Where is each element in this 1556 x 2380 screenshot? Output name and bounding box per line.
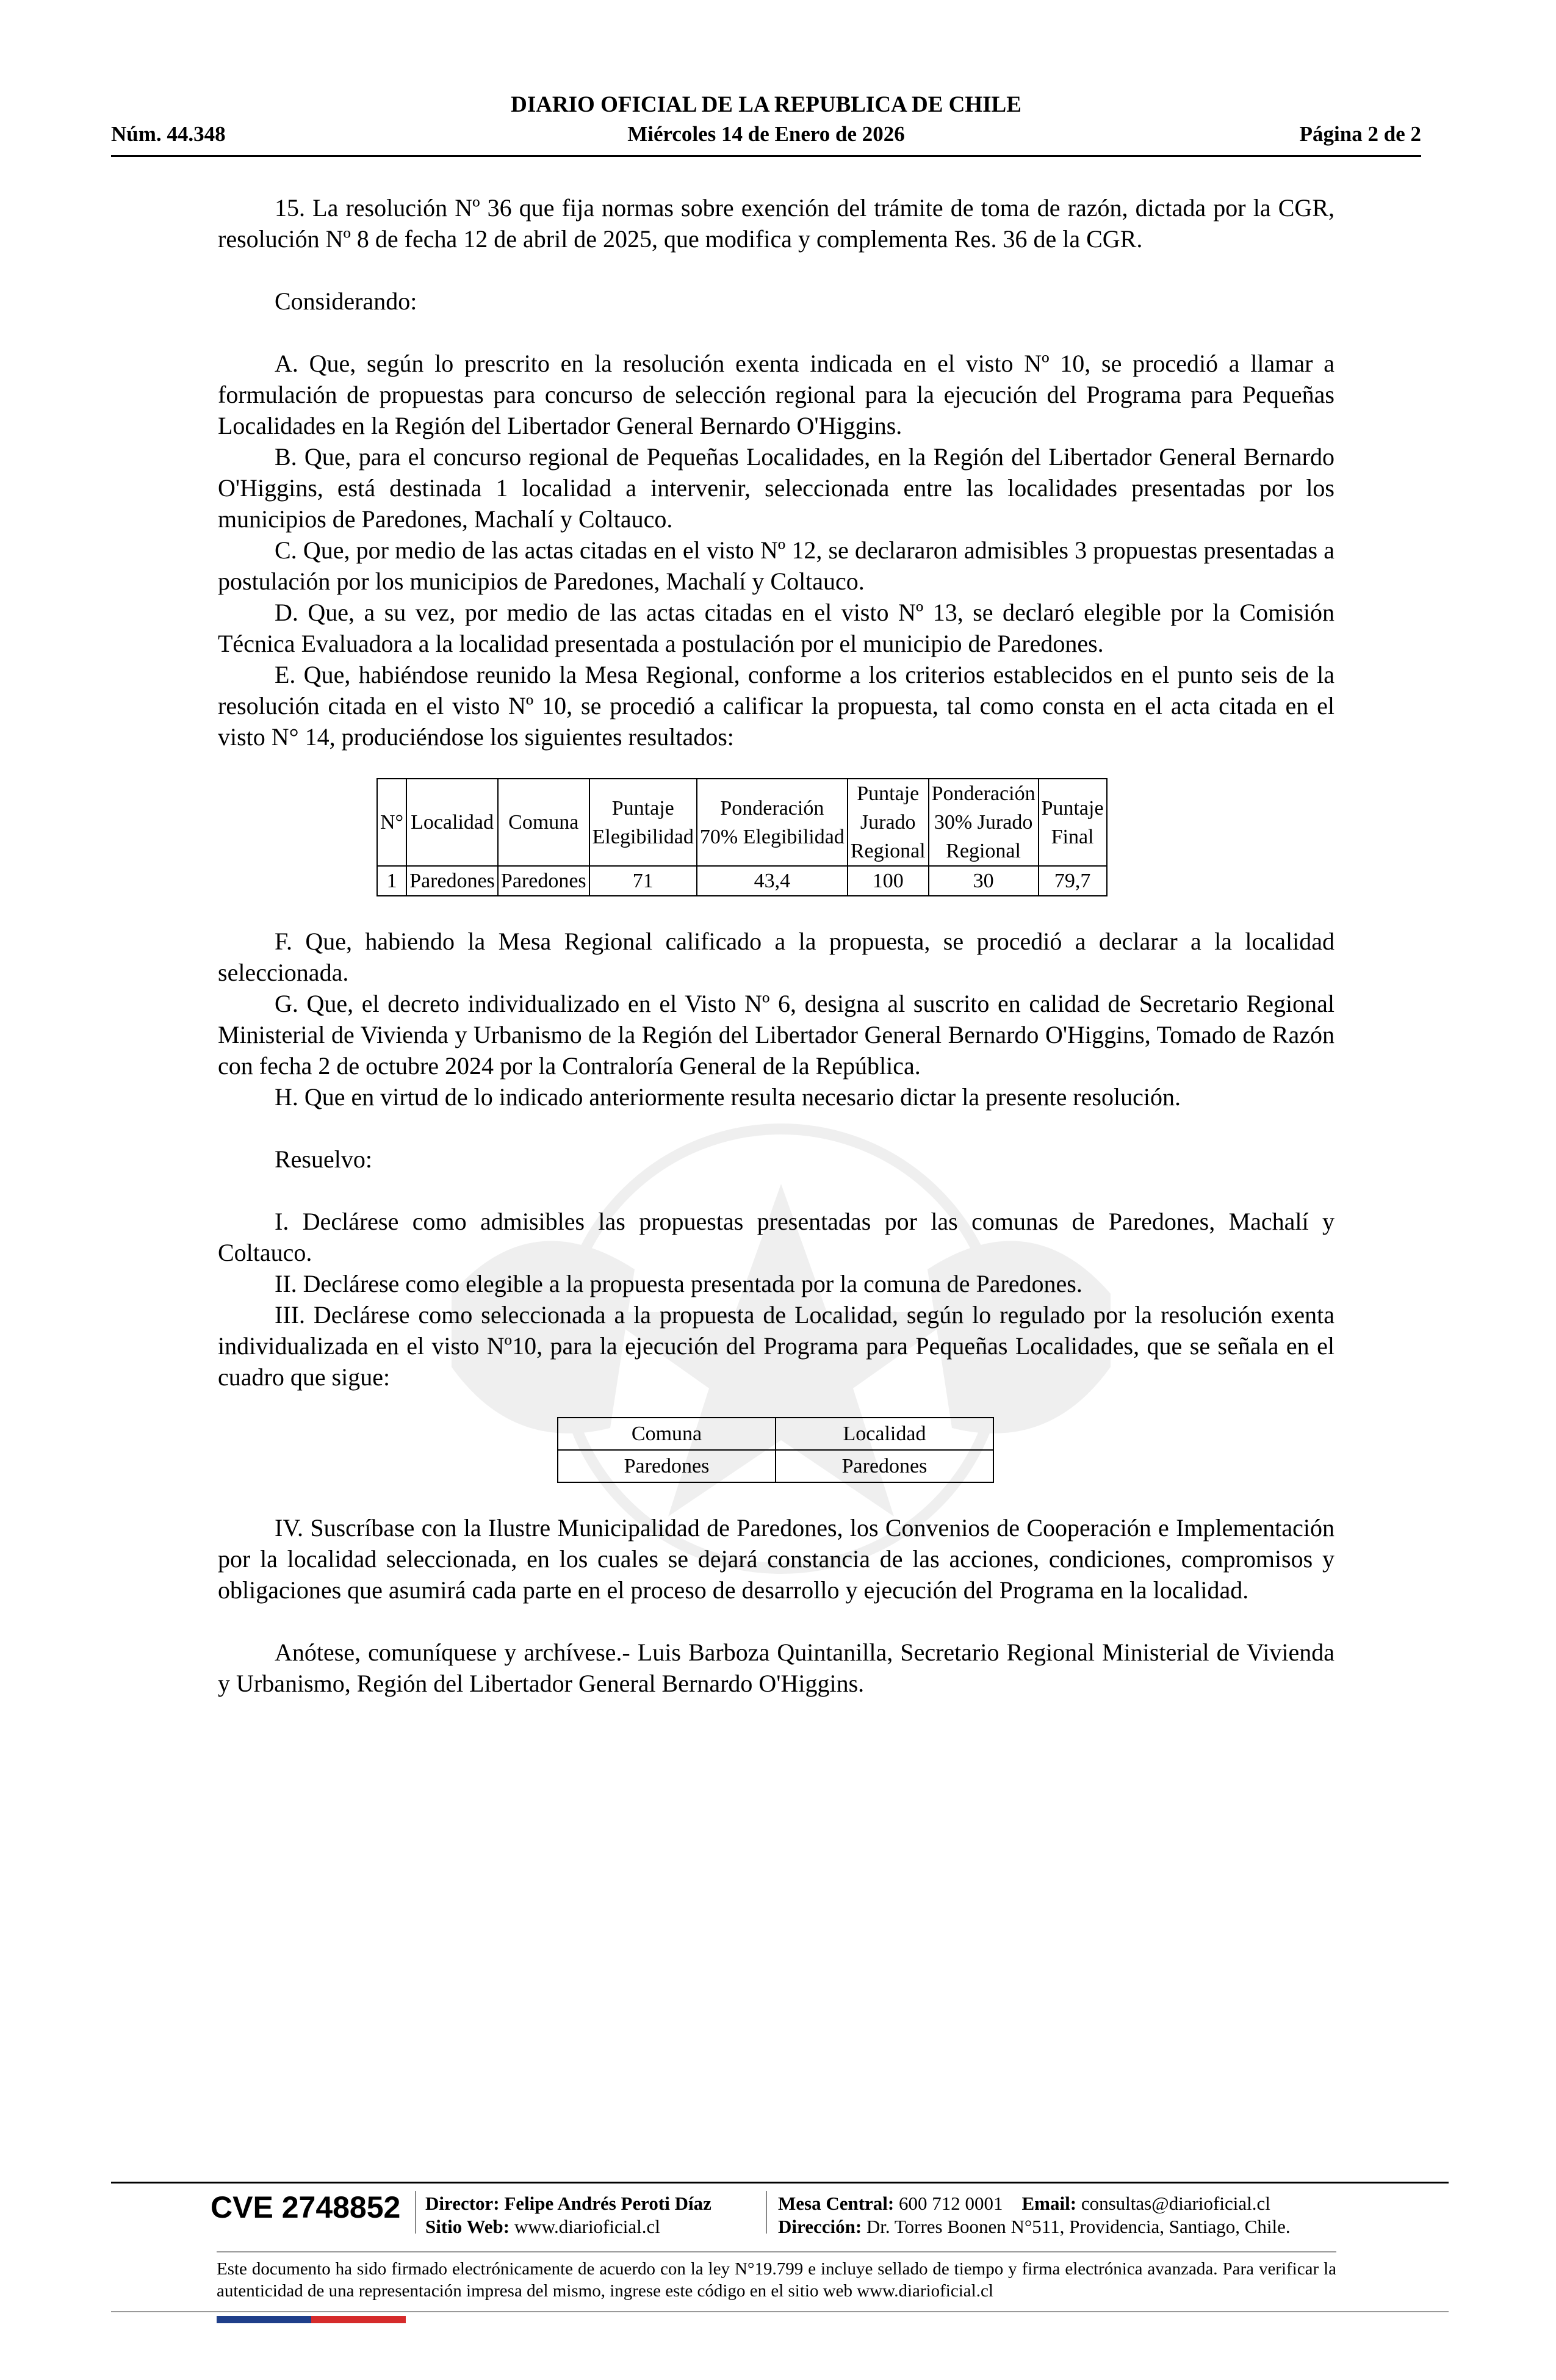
cve-code: CVE 2748852 [211,2190,401,2224]
page-number: Página 2 de 2 [1299,122,1421,146]
cell-puntaje-jurado: 100 [848,866,929,896]
document-body [218,192,1334,1699]
closing-signature: Anótese, comuníquese y archívese.- Luis Barboza Quintanilla, Secretario Regional Ministerial de Vivienda y Urbanismo, Región del Libertador General Bernardo O'Higgins. [218,1639,1334,1697]
paragraph-f: F. Que, habiendo la Mesa Regional calificado a la propuesta, se procedió a declarar a la localidad seleccionada. [218,928,1334,986]
footer-separator [766,2191,767,2234]
col-localidad: Localidad [406,779,498,866]
cell-puntaje-final: 79,7 [1039,866,1107,896]
paragraph-iii: III. Declárese como seleccionada a la propuesta de Localidad, según lo regulado por la resolución exenta individualizada en el visto Nº10, para la ejecución del Programa para Pequeñas Localidades, que se señala en el cuadro que sigue: [218,1301,1334,1391]
paragraph-iv: IV. Suscríbase con la Ilustre Municipalidad de Paredones, los Convenios de Cooperación e Implementación por la localidad seleccionada, en los cuales se dejará constancia de las acciones, condiciones, compromisos y obligaciones que asumirá cada parte en el proceso de desarrollo y ejecución del Programa en la localidad. [218,1514,1334,1604]
email-link[interactable]: consultas@diarioficial.cl [1081,2193,1270,2214]
footer-separator [415,2191,416,2234]
cell-puntaje-elegibilidad: 71 [589,866,697,896]
paragraph-d: D. Que, a su vez, por medio de las actas citadas en el visto Nº 13, se declaró elegible por la Comisión Técnica Evaluadora a la localidad presentada a postulación por el municipio de Paredones. [218,599,1334,657]
col-puntaje-final: Puntaje Final [1039,779,1107,866]
paragraph-h: H. Que en virtud de lo indicado anteriormente resulta necesario dictar la presente resolución. [275,1083,1181,1111]
col-comuna: Comuna [498,779,589,866]
results-table-header [377,779,1107,866]
paragraph-visto-15: 15. La resolución Nº 36 que fija normas sobre exención del trámite de toma de razón, dictada por la CGR, resolución Nº 8 de fecha 12 de abril de 2025, que modifica y complementa Res. 36 de la CGR. [218,194,1334,253]
electronic-signature-notice: Este documento ha sido firmado electrónicamente de acuerdo con la ley N°19.799 e incluye sellado de tiempo y firma electrónica avanzada. Para verificar la autenticidad de una representación impresa del mismo, ingrese este código en el sitio web www.diarioficial.cl [217,2259,1336,2301]
cell-n: 1 [377,866,406,896]
cell-comuna: Paredones [558,1450,776,1482]
page-header [111,92,1421,159]
cell-comuna: Paredones [498,866,589,896]
footer-director-block: Director: Felipe Andrés Peroti Díaz Sitio Web: www.diarioficial.cl [425,2193,711,2237]
col-puntaje-elegibilidad: Puntaje Elegibilidad [589,779,697,866]
results-table [376,778,1108,896]
paragraph-b: B. Que, para el concurso regional de Pequeñas Localidades, en la Región del Libertador General Bernardo O'Higgins, está destinada 1 localidad a intervenir, seleccionada entre las localidades presentadas por los municipios de Paredones, Machalí y Coltauco. [218,443,1334,533]
footer-bottom-divider [111,2311,1449,2312]
cell-localidad: Paredones [776,1450,993,1482]
col-n: N° [377,779,406,866]
header-divider [111,155,1421,157]
newspaper-title: DIARIO OFICIAL DE LA REPUBLICA DE CHILE [511,92,1021,117]
issue-number: Núm. 44.348 [111,122,226,146]
col-ponderacion-70: Ponderación 70% Elegibilidad [697,779,848,866]
considerando-heading: Considerando: [275,287,417,315]
director-name: Felipe Andrés Peroti Díaz [504,2193,711,2214]
phone-number: 600 712 0001 [899,2193,1003,2214]
footer-inner-divider [217,2251,1336,2252]
footer-contact-block: Mesa Central: 600 712 0001 Email: consultas@diarioficial.cl Dirección: Dr. Torres Boonen N°511, Providencia, Santiago, Chile. [778,2193,1291,2237]
flag-stripe [217,2316,406,2323]
cell-ponderacion-30: 30 [929,866,1039,896]
resuelvo-heading: Resuelvo: [275,1145,372,1173]
paragraph-g: G. Que, el decreto individualizado en el Visto Nº 6, designa al suscrito en calidad de Secretario Regional Ministerial de Vivienda y Urbanismo de la Región del Libertador General Bernardo O'Higgins, Tomado de Razón con fecha 2 de octubre 2024 por la Contraloría General de la República. [218,990,1334,1080]
col-puntaje-jurado: Puntaje Jurado Regional [848,779,929,866]
selection-table [557,1417,994,1483]
cell-ponderacion-70: 43,4 [697,866,848,896]
table-row [377,866,1107,896]
paragraph-i: I. Declárese como admisibles las propuestas presentadas por las comunas de Paredones, Machalí y Coltauco. [218,1208,1334,1266]
col-localidad: Localidad [776,1418,993,1450]
website-link[interactable]: www.diarioficial.cl [514,2216,660,2237]
issue-date: Miércoles 14 de Enero de 2026 [627,122,905,146]
flag-blue-band [217,2316,311,2323]
table-row [558,1450,993,1482]
paragraph-e: E. Que, habiéndose reunido la Mesa Regional, conforme a los criterios establecidos en el punto seis de la resolución citada en el visto Nº 10, se procedió a calificar la propuesta, tal como consta en el acta citada en el visto N° 14, produciéndose los siguientes resultados: [218,661,1334,751]
footer-divider [111,2182,1449,2183]
paragraph-ii: II. Declárese como elegible a la propuesta presentada por la comuna de Paredones. [275,1270,1082,1297]
paragraph-a: A. Que, según lo prescrito en la resolución exenta indicada en el visto Nº 10, se procedió a llamar a formulación de propuestas para concurso de selección regional para la ejecución del Programa para Pequeñas Localidades en la Región del Libertador General Bernardo O'Higgins. [218,350,1334,439]
flag-red-band [311,2316,406,2323]
col-ponderacion-30: Ponderación 30% Jurado Regional [929,779,1039,866]
address: Dr. Torres Boonen N°511, Providencia, Santiago, Chile. [866,2216,1291,2237]
col-comuna: Comuna [558,1418,776,1450]
cell-localidad: Paredones [406,866,498,896]
selection-table-header [558,1418,993,1450]
paragraph-c: C. Que, por medio de las actas citadas en el visto Nº 12, se declararon admisibles 3 propuestas presentadas a postulación por los municipios de Paredones, Machalí y Coltauco. [218,536,1334,595]
